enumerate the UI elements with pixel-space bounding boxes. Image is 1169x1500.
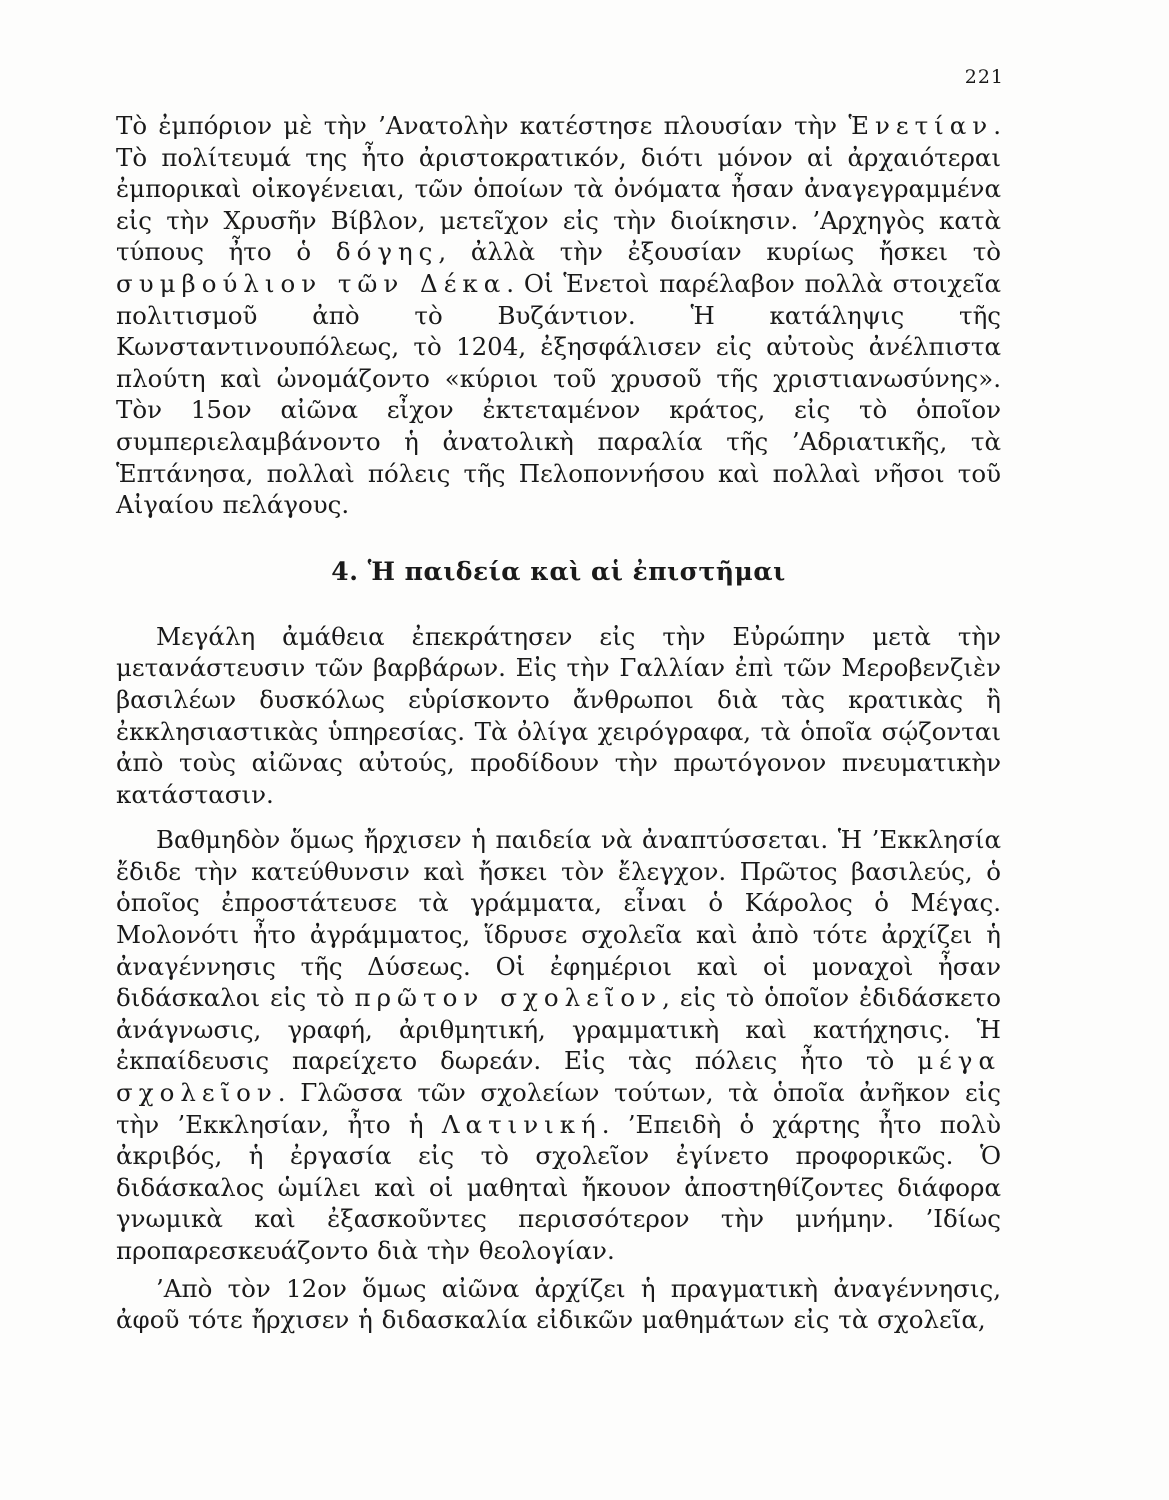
page-number: 221: [964, 66, 1004, 88]
spaced-term-doge: δόγης: [335, 237, 439, 267]
spaced-term-great-school: μέγα σχολεῖον: [116, 1046, 1001, 1108]
paragraph-text: . Οἱ Ἑνετοὶ παρέλαβον πολλὰ στοιχεῖα πολιτισμοῦ ἀπὸ τὸ Βυζάντιον. Ἡ κατάληψις τῆς Κωνσταντινουπόλεως, τὸ 1204, ἐξησφάλισεν εἰς αὐτοὺς ἀνέλπιστα πλούτη καὶ ὠνομάζοντο «κύριοι τοῦ χρυσοῦ τῆς χριστιανωσύνης». Τὸν 15ον αἰῶνα εἶχον ἐκτεταμένον κράτος, εἰς τὸ ὁποῖον συμπεριελαμβάνοντο ἡ ἀνατολικὴ παραλία τῆς ’Αδριατικῆς, τὰ Ἑπτάνησα, πολλαὶ πόλεις τῆς Πελοποννήσου καὶ πολλαὶ νῆσοι τοῦ Αἰγαίου πελάγους.: [116, 268, 1002, 520]
paragraph-renaissance: ’Απὸ τὸν 12ον ὅμως αἰῶνα ἀρχίζει ἡ πραγματικὴ ἀναγέννησις, ἀφοῦ τότε ἤρχισεν ἡ διδασκαλία εἰδικῶν μαθημάτων εἰς τὰ σχολεῖα,: [116, 1273, 1001, 1335]
spaced-term-latin: Λατινική: [441, 1109, 602, 1139]
paragraph-text: , εἰς τὸ ὁποῖον ἐδιδάσκετο ἀνάγνωσις, γραφή, ἀριθμητική, γραμματικὴ καὶ κατήχησις. Ἡ ἐκπαίδευσις παρείχετο δωρεάν. Εἰς τὰς πόλεις ἦτο τὸ: [116, 983, 1001, 1076]
paragraph-venice: [116, 110, 1001, 521]
section-heading: 4. Ἡ παιδεία καὶ αἱ ἐπιστῆμαι: [331, 556, 786, 586]
paragraph-text: Βαθμηδὸν ὅμως ἤρχισεν ἡ παιδεία νὰ ἀναπτύσσεται. Ἡ ’Εκκλησία ἔδιδε τὴν κατεύθυνσιν καὶ ἤσκει τὸν ἔλεγχον. Πρῶτος βασιλεύς, ὁ ὁποῖος ἐπροστάτευσε τὰ γράμματα, εἶναι ὁ Κάρολος ὁ Μέγας. Μολονότι ἦτο ἀγράμματος, ἵδρυσε σχολεῖα καὶ ἀπὸ τότε ἀρχίζει ἡ ἀναγέννησις τῆς Δύσεως. Οἱ ἐφημέριοι καὶ οἱ μοναχοὶ ἦσαν διδάσκαλοι εἰς τὸ: [116, 825, 1001, 1013]
spaced-term-council: συμβούλιον τῶν Δέκα: [116, 268, 507, 298]
spaced-term-first-school: πρῶτον σχολεῖον: [354, 983, 663, 1013]
spaced-term-venice: Ἑνετίαν: [848, 111, 994, 140]
paragraph-text: Τὸ ἐμπόριον μὲ τὴν ’Ανατολὴν κατέστησε πλουσίαν τὴν: [116, 111, 849, 140]
paragraph-schools: [116, 824, 1001, 1266]
paragraph-text: . ’Επειδὴ ὁ χάρτης ἦτο πολὺ ἀκριβός, ἡ ἐργασία εἰς τὸ σχολεῖον ἐγίνετο προφορικῶς. Ὁ διδάσκαλος ὡμίλει καὶ οἱ μαθηταὶ ἤκουον ἀποστηθίζοντες διάφορα γνωμικὰ καὶ ἐξασκοῦντες περισσότερον τὴν μνήμην. ’Ιδίως προπαρεσκευάζοντο διὰ τὴν θεολογίαν.: [116, 1109, 1002, 1265]
paragraph-text: . Τὸ πολίτευμά της ἦτο ἀριστοκρατικόν, διότι μόνον αἱ ἀρχαιότεραι ἐμπορικαὶ οἰκογένειαι, τῶν ὁποίων τὰ ὀνόματα ἦσαν ἀναγεγραμμένα εἰς τὴν Χρυσῆν Βίβλον, μετεῖχον εἰς τὴν διοίκησιν. ’Αρχηγὸς κατὰ τύπους ἦτο ὁ: [116, 111, 1001, 267]
paragraph-text: . Γλῶσσα τῶν σχολείων τούτων, τὰ ὁποῖα ἀνῆκον εἰς τὴν ’Εκκλησίαν, ἦτο ἡ: [116, 1078, 1001, 1139]
paragraph-text: , ἀλλὰ τὴν ἐξουσίαν κυρίως ἤσκει τὸ: [438, 237, 1002, 267]
paragraph-ignorance: Μεγάλη ἀμάθεια ἐπεκράτησεν εἰς τὴν Εὐρώπην μετὰ τὴν μετανάστευσιν τῶν βαρβάρων. Εἰς τὴν Γαλλίαν ἐπὶ τῶν Μεροβενζιὲν βασιλέων δυσκόλως εὑρίσκοντο ἄνθρωποι διὰ τὰς κρατικὰς ἢ ἐκκλησιαστικὰς ὑπηρεσίας. Τὰ ὀλίγα χειρόγραφα, τὰ ὁποῖα σῴζονται ἀπὸ τοὺς αἰῶνας αὐτούς, προδίδουν τὴν πρωτόγονον πνευματικὴν κατάστασιν.: [116, 621, 1001, 809]
page-body: [116, 110, 1001, 1336]
